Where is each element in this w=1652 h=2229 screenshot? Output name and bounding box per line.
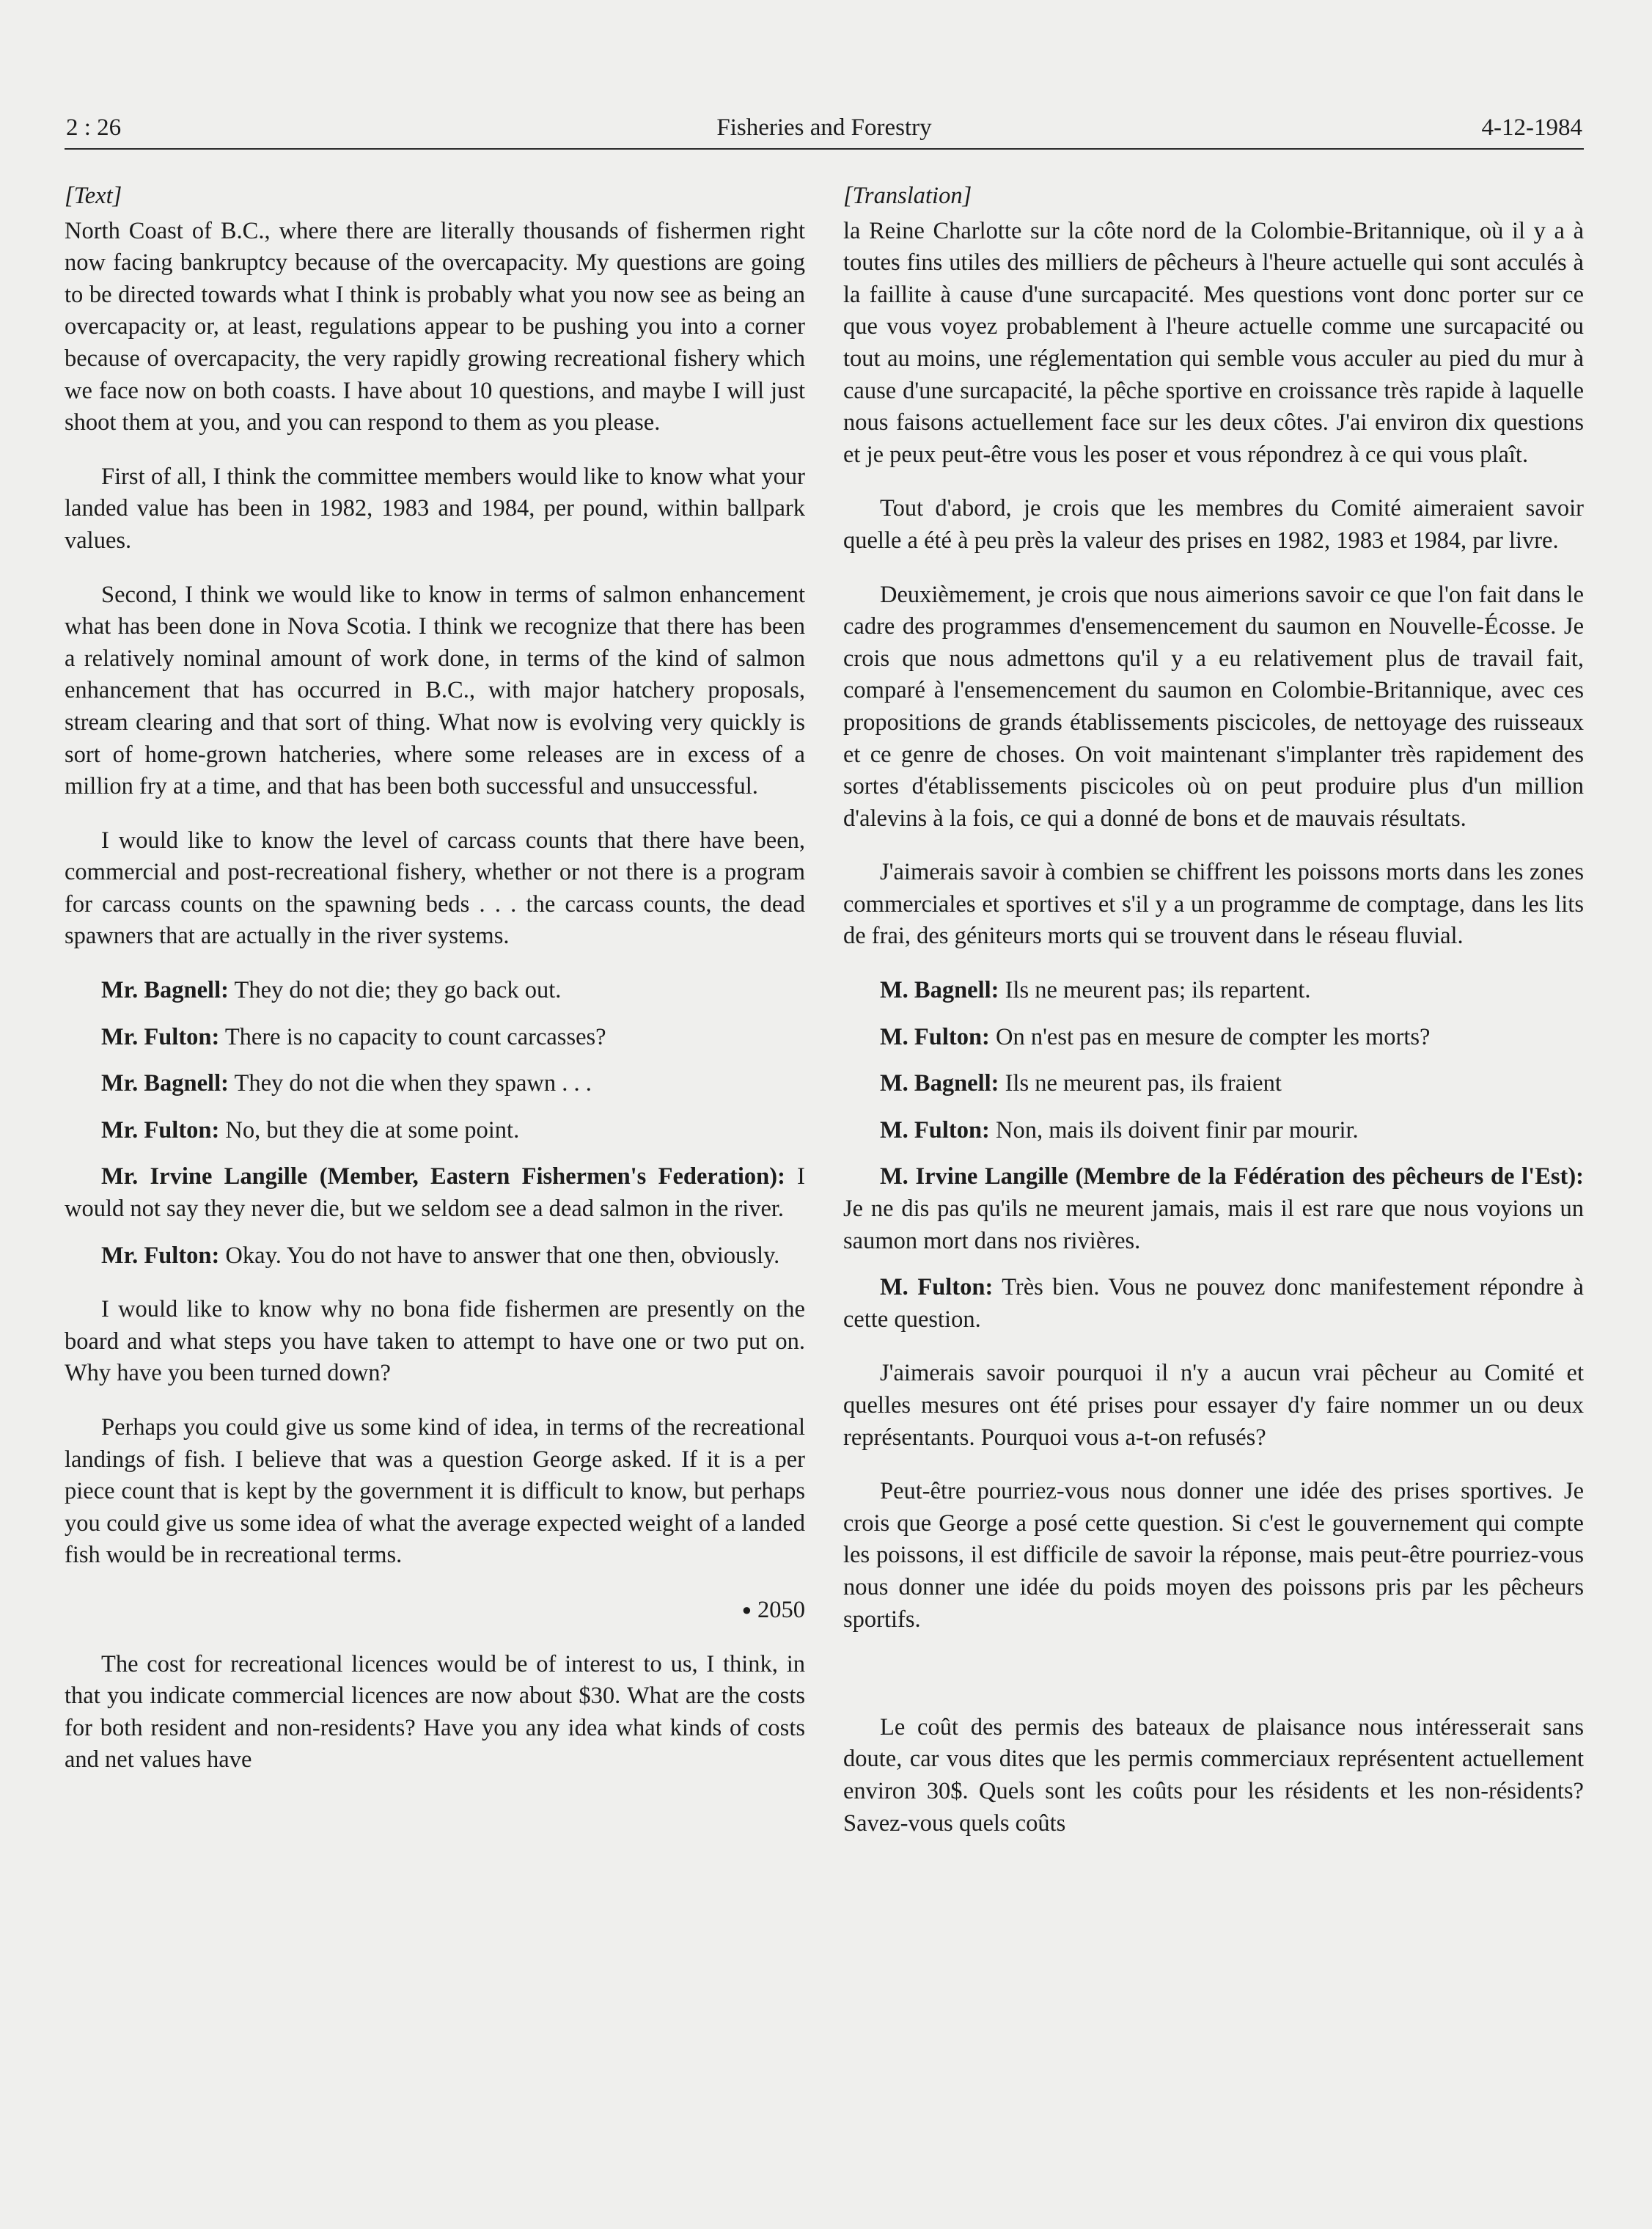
- paragraph: Tout d'abord, je crois que les membres du Comité aimeraient savoir quelle a été à peu près la valeur des prises en 1982, 1983 et 1984, par livre.: [843, 495, 1584, 554]
- dialogue-line: [65, 1161, 805, 1225]
- paragraph: Perhaps you could give us some kind of idea, in terms of the recreational landings of fish. I believe that was a question George asked. If it is a per piece count that is kept by the government it is difficult to know, but perhaps you could give us some idea of what the average expected weight of a landed fish would be in recreational terms.: [65, 1414, 805, 1569]
- paragraph: First of all, I think the committee members would like to know what your landed value has been in 1982, 1983 and 1984, per pound, within ballpark values.: [65, 463, 805, 554]
- speech-text: Ils ne meurent pas; ils repartent.: [999, 977, 1311, 1004]
- dialogue-line: [65, 1240, 805, 1273]
- french-column: [843, 180, 1584, 1862]
- paragraph: Peut-être pourriez-vous nous donner une idée des prises sportives. Je crois que George a posé cette question. Si c'est le gouvernement qui compte les poissons, il est difficile de savoir la réponse, mais peut-être pourriez-vous nous donner une idée du poids moyen des poissons pris par les pêcheurs sportifs.: [843, 1478, 1584, 1633]
- speech-text: Non, mais ils doivent finir par mourir.: [989, 1116, 1359, 1143]
- speech-text: Ils ne meurent pas, ils fraient: [999, 1070, 1282, 1097]
- speaker-name: Mr. Fulton:: [101, 1242, 220, 1269]
- dialogue-line: [843, 1068, 1584, 1100]
- speech-text: They do not die when they spawn . . .: [228, 1070, 592, 1097]
- speaker-name: Mr. Bagnell:: [101, 977, 229, 1004]
- speech-text: I would not say they never die, but we seldom see a dead salmon in the river.: [65, 1163, 805, 1223]
- paragraph: I would like to know the level of carcass counts that there have been, commercial and post-recreational fishery, whether or not there is a program for carcass counts on the spawning beds . . . the carcass counts, the dead spawners that are actually in the river systems.: [65, 827, 805, 950]
- paragraph: J'aimerais savoir pourquoi il n'y a aucun vrai pêcheur au Comité et quelles mesures ont été prises pour essayer d'y faire nommer un ou deux représentants. Pourquoi vous a-t-on refusés?: [843, 1360, 1584, 1451]
- speaker-name: Mr. Fulton:: [101, 1116, 220, 1143]
- dialogue-line: [843, 1161, 1584, 1257]
- dialogue-line: [843, 975, 1584, 1007]
- speech-text: Okay. You do not have to answer that one then, obviously.: [219, 1242, 780, 1269]
- dialogue-line: [843, 1022, 1584, 1054]
- speech-text: On n'est pas en mesure de compter les morts?: [989, 1023, 1431, 1050]
- header-date: 4-12-1984: [1481, 114, 1582, 141]
- bullet-icon: ●: [741, 1600, 752, 1619]
- dialogue-line: [65, 975, 805, 1007]
- speaker-name: M. Bagnell:: [880, 1070, 999, 1097]
- paragraph: I would like to know why no bona fide fishermen are presently on the board and what steps you have taken to attempt to have one or two put on. Why have you been turned down?: [65, 1296, 805, 1387]
- speech-text: Je ne dis pas qu'ils ne meurent jamais, mais il est rare que nous voyions un saumon mort dans nos rivières.: [843, 1196, 1584, 1254]
- dialogue-line: [843, 1115, 1584, 1147]
- header-title: Fisheries and Forestry: [716, 114, 932, 141]
- paragraph: J'aimerais savoir à combien se chiffrent les poissons morts dans les zones commerciales et sportives et s'il y a un programme de comptage, dans les lits de frai, des géniteurs morts qui se trouvent dans le réseau fluvial.: [843, 859, 1584, 950]
- speaker-name: M. Fulton:: [880, 1023, 990, 1050]
- speaker-name: M. Fulton:: [880, 1116, 990, 1143]
- dialogue-line: [65, 1115, 805, 1147]
- speaker-name: Mr. Fulton:: [101, 1023, 220, 1050]
- speaker-name: M. Irvine Langille (Membre de la Fédération des pêcheurs de l'Est):: [880, 1163, 1584, 1190]
- speaker-name: M. Fulton:: [880, 1274, 994, 1301]
- speaker-name: M. Bagnell:: [880, 977, 999, 1004]
- marker-spacer: [843, 1658, 1584, 1690]
- speaker-name: Mr. Bagnell:: [101, 1070, 229, 1097]
- column-label-translation: [Translation]: [843, 183, 972, 209]
- paragraph: Second, I think we would like to know in terms of salmon enhancement what has been done in Nova Scotia. I think we recognize that there has been a relatively nominal amount of work done, in terms of the kind of salmon enhancement that has occurred in B.C., with major hatchery proposals, stream clearing and that sort of thing. What now is evolving very quickly is sort of home-grown hatcheries, where some releases are in excess of a million fry at a time, and that has been both successful and unsuccessful.: [65, 581, 805, 800]
- english-column: [65, 180, 805, 1798]
- speech-text: There is no capacity to count carcasses?: [219, 1023, 606, 1050]
- paragraph: North Coast of B.C., where there are literally thousands of fishermen right now facing bankruptcy because of the overcapacity. My questions are going to be directed towards what I think is probably what you now see as being an overcapacity or, at least, regulations appear to be pushing you into a corner because of overcapacity, the very rapidly growing recreational fishery which we face now on both coasts. I have about 10 questions, and maybe I will just shoot them at you, and you can respond to them as you please.: [65, 217, 805, 436]
- dialogue-line: [843, 1272, 1584, 1336]
- time-marker-value: 2050: [757, 1596, 805, 1623]
- speech-text: No, but they die at some point.: [219, 1116, 520, 1143]
- paragraph: The cost for recreational licences would be of interest to us, I think, in that you indicate commercial licences are now about $30. What are the costs for both resident and non-residents? Have you any idea what kinds of costs and net values have: [65, 1650, 805, 1774]
- paragraph: Deuxièmement, je crois que nous aimerions savoir ce que l'on fait dans le cadre des programmes d'ensemencement du saumon en Nouvelle-Écosse. Je crois que nous admettons qu'il y a eu relativement plus de travail fait, comparé à l'ensemencement du saumon en Colombie-Britannique, avec ces propositions de grands établissements piscicoles, de nettoyage des ruisseaux et ce genre de choses. On voit maintenant s'implanter très rapidement des sortes d'établissements piscicoles où on peut produire plus d'un million d'alevins à la fois, ce qui a donné de bons et de mauvais résultats.: [843, 581, 1584, 832]
- page-header: [65, 110, 1584, 150]
- paragraph: la Reine Charlotte sur la côte nord de la Colombie-Britannique, où il y a à toutes fins utiles des milliers de pêcheurs à l'heure actuelle qui sont acculés à la faillite à cause d'une surcapacité. Mes questions vont donc porter sur ce que vous voyez probablement à l'heure actuelle comme une surcapacité ou tout au moins, une réglementation qui semble vous acculer au pied du mur à cause d'une surcapacité, la pêche sportive en croissance très rapide à laquelle nous faisons actuellement face sur les deux côtes. J'ai environ dix questions et je peux peut-être vous les poser et vous répondrez à ce qui vous plaît.: [843, 217, 1584, 468]
- speaker-name: Mr. Irvine Langille (Member, Eastern Fishermen's Federation):: [101, 1163, 785, 1190]
- page-number: 2 : 26: [66, 114, 122, 141]
- speech-text: Très bien. Vous ne pouvez donc manifestement répondre à cette question.: [843, 1274, 1584, 1333]
- paragraph: Le coût des permis des bateaux de plaisance nous intéresserait sans doute, car vous dites que les permis commerciaux représentent actuellement environ 30$. Quels sont les coûts pour les résidents et les non-résidents? Savez-vous quels coûts: [843, 1713, 1584, 1837]
- column-label-text: [Text]: [65, 183, 122, 209]
- time-marker: [65, 1594, 805, 1627]
- speech-text: They do not die; they go back out.: [228, 977, 562, 1004]
- dialogue-line: [65, 1068, 805, 1100]
- dialogue-line: [65, 1022, 805, 1054]
